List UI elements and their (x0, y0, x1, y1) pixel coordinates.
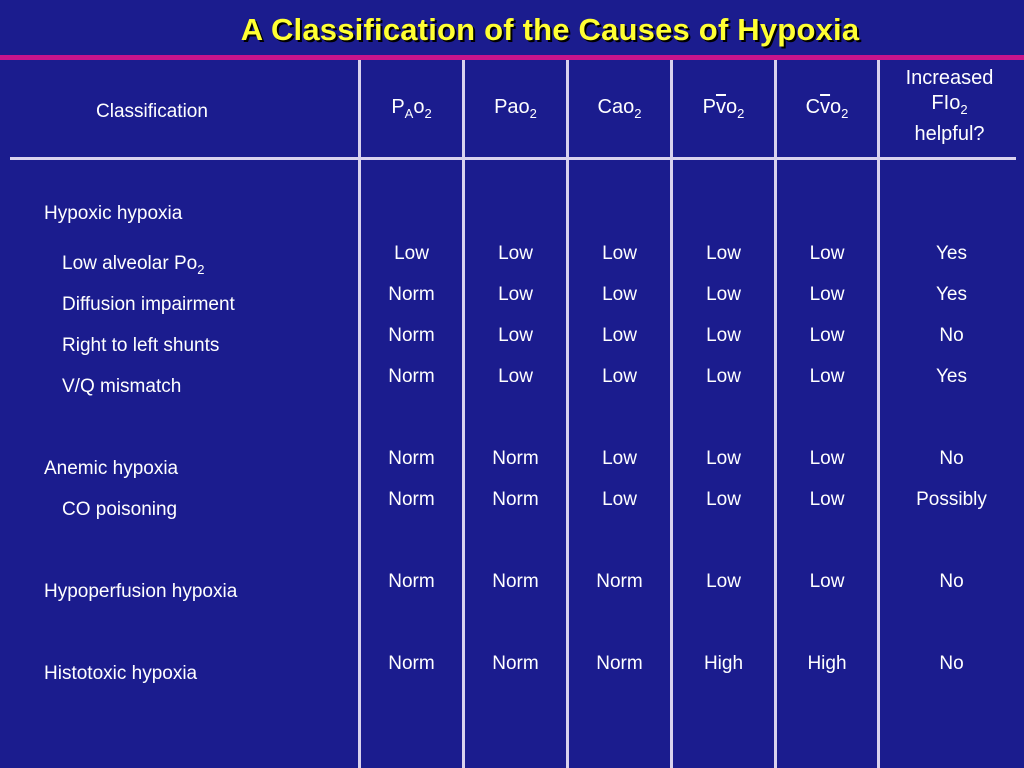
row-label (62, 376, 181, 398)
cell-alveolar-po2: Norm (388, 366, 435, 387)
row-label-text: Right to left shunts (62, 335, 220, 356)
cell-cao2: Low (602, 489, 637, 510)
cell-alveolar-po2: Norm (388, 571, 435, 592)
title-divider (0, 55, 1024, 60)
cell-arterial-po2: Low (498, 325, 533, 346)
header-pvo2: $P\overline{v}o_2$ (702, 96, 745, 121)
row-label-text: V/Q mismatch (62, 376, 182, 397)
row-label-text: Low alveolar Po (62, 253, 198, 274)
row-label (44, 663, 197, 685)
cell-cvo2: Low (809, 284, 845, 305)
header-cvo2: $C\overline{v}o_2$ (805, 96, 849, 121)
cell-cao2: Low (602, 243, 637, 264)
cell-arterial-po2: Norm (492, 448, 539, 469)
row-label (62, 253, 204, 277)
cell-fio2-helpful: No (939, 448, 964, 469)
row-label (62, 499, 177, 521)
cell-fio2-helpful: Possibly (916, 489, 987, 510)
cell-cvo2: Low (809, 489, 845, 510)
cell-pvo2: Low (706, 489, 741, 510)
row-label (44, 203, 182, 225)
cell-arterial-po2: Low (498, 243, 533, 264)
cell-fio2-helpful: No (939, 653, 964, 674)
cell-cao2: Low (602, 325, 637, 346)
cell-fio2-helpful: Yes (936, 243, 967, 264)
cell-cao2: Norm (596, 653, 643, 674)
row-label (62, 335, 219, 357)
header-divider (10, 157, 1016, 160)
row-label (44, 581, 237, 603)
cell-cvo2: Low (809, 243, 845, 264)
cell-arterial-po2: Low (498, 366, 533, 387)
cell-cvo2: High (807, 653, 847, 674)
cell-alveolar-po2: Norm (388, 284, 435, 305)
row-label-text: Anemic hypoxia (44, 458, 179, 479)
row-label-text: CO poisoning (62, 499, 178, 520)
cell-cvo2: Low (809, 571, 845, 592)
cell-pvo2: Low (706, 243, 741, 264)
header-classification: Classification (96, 101, 208, 122)
cell-cvo2: Low (809, 366, 845, 387)
cell-pvo2: Low (706, 284, 741, 305)
cell-fio2-helpful: No (939, 325, 964, 346)
cell-alveolar-po2: Norm (388, 448, 435, 469)
cell-pvo2: Low (706, 325, 741, 346)
cell-alveolar-po2: Norm (388, 325, 435, 346)
cell-arterial-po2: Norm (492, 653, 539, 674)
row-label (62, 294, 235, 316)
cell-alveolar-po2: Low (394, 243, 429, 264)
row-label-text: Hypoperfusion hypoxia (44, 581, 238, 602)
cell-cvo2: Low (809, 325, 845, 346)
header-pao2-alveolar: $P_Ao_2$ (391, 96, 432, 121)
cell-alveolar-po2: Norm (388, 653, 435, 674)
cell-arterial-po2: Norm (492, 489, 539, 510)
header-cao2: Cao$_2$ (597, 96, 642, 121)
cell-pvo2: High (703, 653, 744, 674)
row-label-text: Histotoxic hypoxia (44, 663, 198, 684)
cell-fio2-helpful: Yes (936, 284, 967, 305)
cell-cao2: Low (602, 284, 637, 305)
cell-cao2: Low (602, 448, 637, 469)
cell-arterial-po2: Norm (492, 571, 539, 592)
cell-pvo2: Low (706, 571, 741, 592)
row-label (44, 458, 178, 480)
row-label-text: Hypoxic hypoxia (44, 203, 183, 224)
cell-cao2: Low (602, 366, 637, 387)
header-pao2-arterial: Pao$_2$ (494, 96, 537, 121)
cell-cao2: Norm (596, 571, 643, 592)
cell-cvo2: Low (809, 448, 845, 469)
cell-pvo2: Low (706, 366, 741, 387)
page-title: A Classification of the Causes of Hypoxia (240, 12, 860, 47)
column-divider (877, 60, 880, 768)
cell-fio2-helpful: No (939, 571, 964, 592)
row-label-text: Diffusion impairment (62, 294, 235, 315)
cell-arterial-po2: Low (498, 284, 533, 305)
cell-alveolar-po2: Norm (388, 489, 435, 510)
cell-pvo2: Low (706, 448, 741, 469)
row-label-subscript: 2 (197, 262, 205, 277)
cell-fio2-helpful: Yes (936, 366, 967, 387)
header-increased-fio2-helpful: Increased FIo$_2$ helpful? (905, 67, 994, 145)
